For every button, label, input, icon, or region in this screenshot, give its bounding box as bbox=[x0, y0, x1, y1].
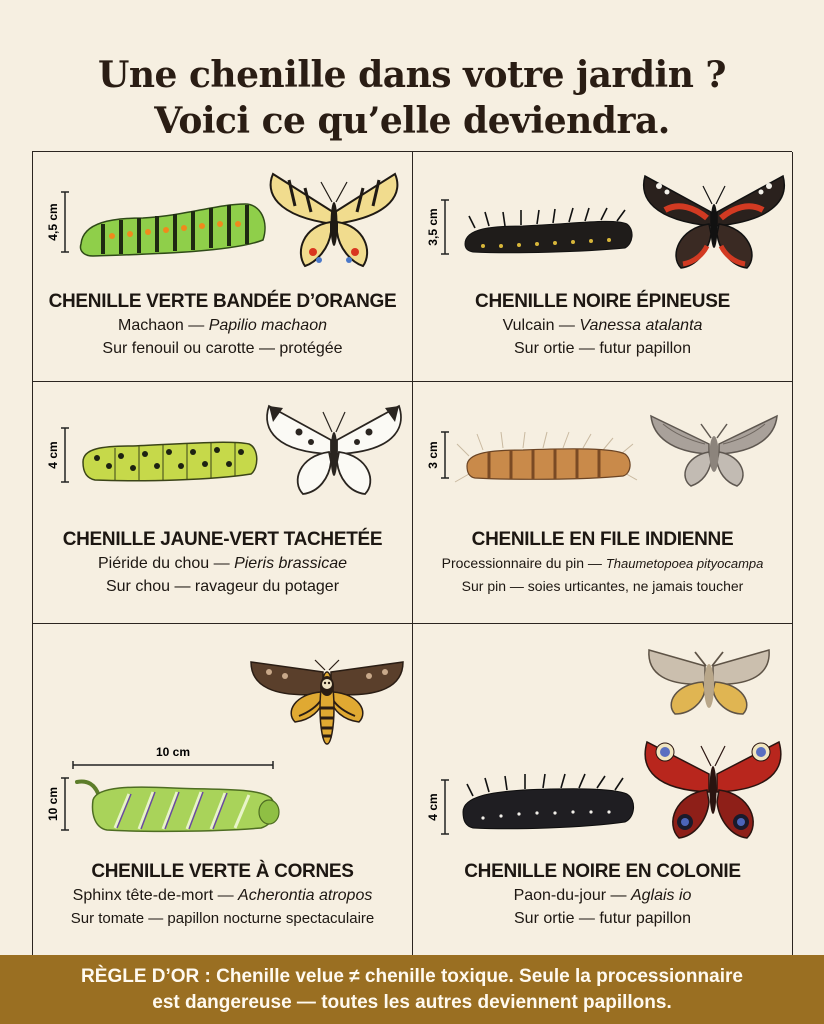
card-illustration bbox=[33, 624, 413, 864]
card-illustration bbox=[413, 152, 793, 292]
size-scale-icon bbox=[426, 432, 449, 478]
card-text bbox=[413, 290, 792, 360]
card-illustration bbox=[413, 382, 793, 522]
scientific-name: Pieris brassicae bbox=[234, 555, 347, 572]
common-name: Processionnaire du pin bbox=[441, 555, 585, 571]
common-name: Machaon bbox=[117, 317, 184, 334]
length-label: 10 cm bbox=[155, 745, 191, 759]
card-processionnaire-du-pin bbox=[413, 382, 793, 624]
scientific-name: Vanessa atalanta bbox=[579, 317, 703, 334]
golden-rule-banner bbox=[0, 955, 824, 1024]
caterpillar-icon bbox=[455, 432, 637, 482]
caterpillar-name: CHENILLE EN FILE INDIENNE bbox=[471, 529, 734, 550]
common-name: Piéride du chou bbox=[97, 555, 210, 572]
common-name: Paon-du-jour bbox=[513, 887, 607, 904]
card-machaon bbox=[33, 152, 413, 382]
card-text bbox=[413, 528, 792, 598]
caterpillar-icon bbox=[463, 774, 634, 829]
host-note: Sur ortie — futur papillon bbox=[514, 340, 691, 357]
scientific-name: Thaumetopoea pityocampa bbox=[605, 556, 764, 571]
scientific-name: Papilio machaon bbox=[208, 317, 327, 334]
butterfly-icon bbox=[645, 742, 781, 838]
card-pieride-du-chou bbox=[33, 382, 413, 624]
scientific-name: Aglais io bbox=[630, 887, 692, 904]
host-note: Sur chou — ravageur du potager bbox=[105, 578, 340, 595]
size-label: 4,5 cm bbox=[46, 203, 60, 241]
common-name: Vulcain bbox=[502, 317, 555, 334]
host-note: Sur pin — soies urticantes, ne jamais toucher bbox=[461, 578, 744, 594]
size-scale-icon bbox=[46, 428, 69, 482]
length-scale-icon bbox=[73, 745, 273, 769]
size-scale-icon bbox=[46, 778, 69, 830]
card-illustration bbox=[33, 382, 413, 522]
caterpillar-icon bbox=[83, 442, 257, 480]
card-sphinx-tete-de-mort bbox=[33, 624, 413, 956]
scientific-name: Acherontia atropos bbox=[238, 887, 373, 904]
card-text bbox=[33, 528, 412, 598]
butterfly-icon bbox=[271, 174, 398, 266]
card-text bbox=[413, 860, 792, 930]
card-text bbox=[33, 290, 412, 360]
size-scale-icon bbox=[46, 192, 69, 252]
butterfly-icon bbox=[267, 406, 401, 494]
golden-rule-line-1: RÈGLE D’OR : Chenille velue ≠ chenille toxique. Seule la processionnaire bbox=[81, 966, 743, 987]
card-illustration bbox=[33, 152, 413, 292]
golden-rule-line-2: est dangereuse — toutes les autres deviennent papillons. bbox=[152, 992, 672, 1013]
card-vulcain bbox=[413, 152, 793, 382]
size-label: 4 cm bbox=[426, 793, 440, 821]
caterpillar-name: CHENILLE NOIRE ÉPINEUSE bbox=[475, 291, 730, 312]
caterpillar-name: CHENILLE NOIRE EN COLONIE bbox=[464, 861, 741, 882]
moth-icon bbox=[649, 650, 769, 714]
title-line-2: Voici ce qu’elle deviendra. bbox=[154, 100, 670, 143]
species-line: Vulcain — Vanessa atalanta bbox=[502, 317, 703, 334]
title-line-1: Une chenille dans votre jardin ? bbox=[97, 54, 727, 97]
caterpillar-icon bbox=[81, 204, 265, 256]
size-scale-icon bbox=[426, 200, 449, 254]
species-line: Paon-du-jour — Aglais io bbox=[513, 887, 692, 904]
card-paon-du-jour bbox=[413, 624, 793, 956]
species-line: Piéride du chou — Pieris brassicae bbox=[97, 555, 347, 572]
caterpillar-name: CHENILLE VERTE BANDÉE D’ORANGE bbox=[48, 291, 397, 312]
moth-icon bbox=[651, 416, 777, 486]
size-scale-icon bbox=[426, 780, 449, 834]
caterpillar-icon bbox=[465, 208, 632, 253]
species-line: Sphinx tête-de-mort — Acherontia atropos bbox=[72, 887, 373, 904]
caterpillar-name: CHENILLE VERTE À CORNES bbox=[91, 861, 354, 882]
caterpillar-grid bbox=[32, 151, 792, 955]
host-note: Sur fenouil ou carotte — protégée bbox=[102, 340, 343, 357]
host-note: Sur ortie — futur papillon bbox=[514, 910, 691, 927]
card-illustration bbox=[413, 624, 793, 864]
species-line: Machaon — Papilio machaon bbox=[117, 317, 327, 334]
card-text bbox=[33, 860, 412, 930]
size-label: 10 cm bbox=[46, 786, 60, 822]
page-title bbox=[0, 52, 824, 144]
species-line: Processionnaire du pin — Thaumetopoea pityocampa bbox=[441, 555, 764, 571]
host-note: Sur tomate — papillon nocturne spectaculaire bbox=[70, 910, 375, 927]
moth-icon bbox=[251, 660, 403, 744]
caterpillar-name: CHENILLE JAUNE-VERT TACHETÉE bbox=[62, 529, 383, 550]
size-label: 4 cm bbox=[46, 441, 60, 469]
butterfly-icon bbox=[644, 176, 785, 268]
caterpillar-icon bbox=[77, 782, 279, 832]
size-label: 3 cm bbox=[426, 441, 440, 469]
common-name: Sphinx tête-de-mort bbox=[72, 887, 214, 904]
size-label: 3,5 cm bbox=[426, 208, 440, 246]
